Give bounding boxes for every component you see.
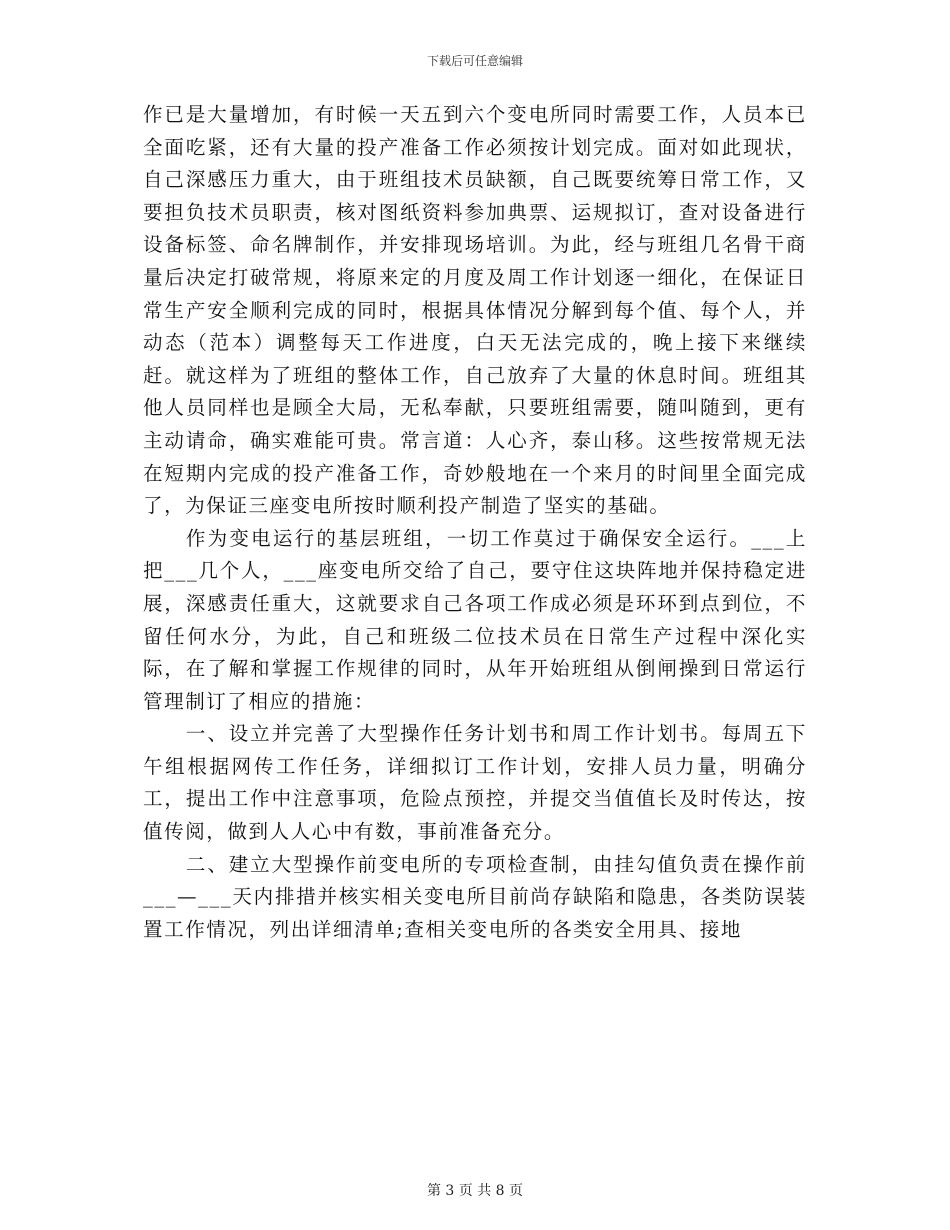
paragraph-4: 二、建立大型操作前变电所的专项检查制，由挂勾值负责在操作前___—___天内排措并核实相关变电所目前尚存缺陷和隐患，各类防误装置工作情况，列出详细清单;查相关变电所的各类安全用具、接地	[143, 852, 807, 941]
paragraph-1: 作已是大量增加，有时候一天五到六个变电所同时需要工作，人员本已全面吃紧，还有大量的投产准备工作必须按计划完成。面对如此现状，自己深感压力重大，由于班组技术员缺额，自己既要统筹日常工作，又要担负技术员职责，核对图纸资料参加典票、运规拟订，查对设备进行设备标签、命名牌制作，并安排现场培训。为此，经与班组几名骨干商量后决定打破常规，将原来定的月度及周工作计划逐一细化，在保证日常生产安全顺利完成的同时，根据具体情况分解到每个值、每个人，并动态（范本）调整每天工作进度，白天无法完成的，晚上接下来继续赶。就这样为了班组的整体工作，自己放弃了大量的休息时间。班组其他人员同样也是顾全大局，无私奉献，只要班组需要，随叫随到，更有主动请命，确实难能可贵。常言道：人心齐，泰山移。这些按常规无法在短期内完成的投产准备工作，奇妙般地在一个来月的时间里全面完成了，为保证三座变电所按时顺利投产制造了坚实的基础。	[143, 103, 807, 518]
paragraph-2: 作为变电运行的基层班组，一切工作莫过于确保安全运行。___上把___几个人，___座变电所交给了自己，要守住这块阵地并保持稳定进展，深感责任重大，这就要求自己各项工作成必须是环环到点到位，不留任何水分，为此，自己和班级二位技术员在日常生产过程中深化实际，在了解和掌握工作规律的同时，从年开始班组从倒闸操到日常运行管理制订了相应的措施：	[143, 526, 807, 713]
page-header: 下载后可任意编辑	[426, 54, 523, 68]
document-body	[143, 99, 807, 946]
page-footer: 第 3 页 共 8 页	[426, 1183, 524, 1199]
paragraph-3: 一、设立并完善了大型操作任务计划书和周工作计划书。每周五下午组根据网传工作任务，详细拟订工作计划，安排人员力量，明确分工，提出工作中注意事项，危险点预控，并提交当值值长及时传达，按值传阅，做到人人心中有数，事前准备充分。	[143, 722, 807, 844]
